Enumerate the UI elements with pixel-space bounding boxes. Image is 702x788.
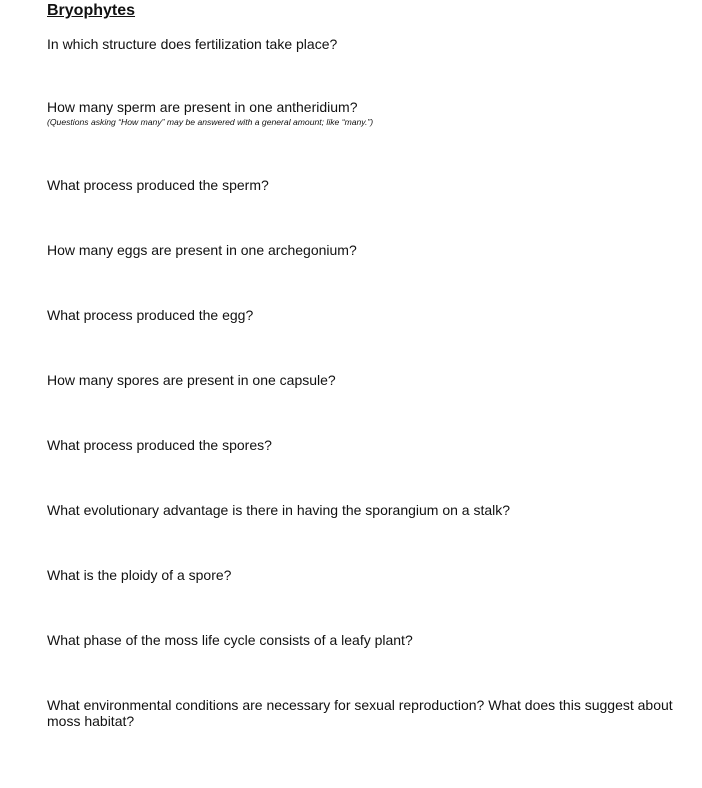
question-spore-count: How many spores are present in one capsule? (47, 372, 336, 388)
question-sperm-count: How many sperm are present in one antheridium? (47, 99, 358, 115)
question-spore-process: What process produced the spores? (47, 437, 272, 453)
worksheet-title: Bryophytes (47, 2, 136, 19)
question-leafy-phase: What phase of the moss life cycle consists of a leafy plant? (47, 632, 413, 648)
question-reproduction-conditions: What environmental conditions are necessary for sexual reproduction? What does this suggest about moss habitat? (47, 697, 673, 729)
question-egg-count: How many eggs are present in one archegonium? (47, 242, 357, 258)
question-spore-ploidy: What is the ploidy of a spore? (47, 567, 232, 583)
question-fertilization-structure: In which structure does fertilization take place? (47, 36, 338, 52)
question-egg-process: What process produced the egg? (47, 307, 254, 323)
how-many-note: (Questions asking “How many” may be answered with a general amount; like “many.”) (47, 117, 374, 127)
question-sperm-process: What process produced the sperm? (47, 177, 269, 193)
question-sporangium-stalk: What evolutionary advantage is there in having the sporangium on a stalk? (47, 502, 511, 518)
